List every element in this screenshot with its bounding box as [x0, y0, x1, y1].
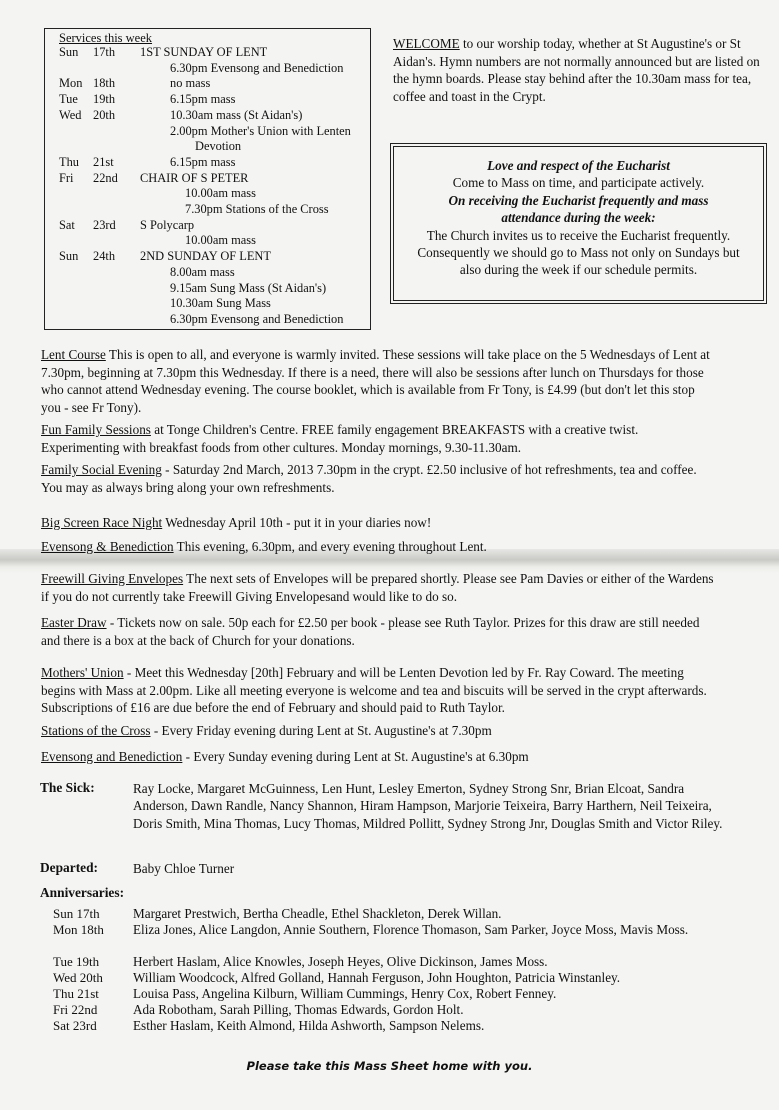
service-entry: no mass: [170, 76, 211, 91]
service-entry: 10.30am Sung Mass: [170, 296, 271, 311]
welcome-text: to our worship today, whether at St Augustine's or St Aidan's. Hymn numbers are not normally announced but are listed on the hymn boards. Please stay behind after the 10.30am mass for tea, coffee and toast in the Crypt.: [393, 36, 760, 104]
notice-family-social: [41, 461, 717, 496]
eucharist-subtitle: On receiving the Eucharist frequently and mass attendance during the week:: [448, 192, 709, 226]
service-day: Sun: [59, 249, 79, 264]
sick-names: Ray Locke, Margaret McGuinness, Len Hunt, Lesley Emerton, Sydney Strong Snr, Brian Elcoat, Sandra Anderson, Dawn Randle, Nancy Shannon, Hiram Hampson, Marjorie Teixeira, Barry Harthern, Neil Teixeira, Doris Smith, Mina Thomas, Lucy Thomas, Mildred Pollitt, Sydney Strong Jnr, Douglas Smith and Victor Riley.: [133, 781, 723, 831]
service-entry: 6.30pm Evensong and Benediction: [170, 60, 344, 75]
service-date: 20th: [93, 107, 116, 122]
service-day: Sat: [59, 217, 75, 232]
notice-text: This is open to all, and everyone is warmly invited. These sessions will take place on the 5 Wednesdays of Lent at 7.30pm, beginning at 7.30pm this Wednesday. If there is a need, there will also be sessions after lunch on Thursdays for those who cannot attend Wednesday evening. The course booklet, which is available from Fr Tony, is £4.99 (but don't let this stop you - see Fr Tony).: [41, 347, 710, 415]
notice-label: Evensong & Benediction: [41, 539, 174, 554]
notice-label: Family Social Evening: [41, 462, 162, 477]
service-entry: 10.30am mass (St Aidan's): [170, 107, 303, 122]
service-entry: 10.00am mass: [185, 233, 256, 248]
notice-evensong-lent: [41, 538, 717, 556]
anniversary-names: Ada Robotham, Sarah Pilling, Thomas Edwards, Gordon Holt.: [133, 1002, 464, 1017]
eucharist-line1: Come to Mass on time, and participate actively.: [452, 175, 705, 191]
welcome-paragraph: [393, 35, 765, 105]
service-entry: Devotion: [195, 139, 242, 154]
service-date: 23rd: [93, 217, 116, 232]
anniversary-names: Louisa Pass, Angelina Kilburn, William Cummings, Henry Cox, Robert Fenney.: [133, 986, 557, 1001]
anniversary-names: Margaret Prestwich, Bertha Cheadle, Ethel Shackleton, Derek Willan.: [133, 906, 502, 921]
service-day: Mon: [59, 76, 83, 91]
notice-text: - Every Sunday evening during Lent at St. Augustine's at 6.30pm: [182, 749, 529, 764]
notice-text: - Saturday 2nd March, 2013 7.30pm in the crypt. £2.50 inclusive of hot refreshments, tea and coffee. You may as always bring along your own refreshments.: [41, 462, 697, 495]
notice-text: Wednesday April 10th - put it in your diaries now!: [162, 515, 432, 530]
anniversary-day: Sat 23rd: [53, 1018, 97, 1033]
eucharist-title: Love and respect of the Eucharist: [487, 158, 670, 173]
notice-label: Lent Course: [41, 347, 106, 362]
service-day: Sun: [59, 45, 79, 59]
notice-easter-draw: [41, 614, 717, 649]
notice-evensong-sunday: [41, 748, 717, 766]
service-day: Fri: [59, 170, 74, 185]
notice-label: Easter Draw: [41, 615, 107, 630]
notice-fun-family: [41, 421, 717, 456]
services-box: [44, 28, 371, 330]
anniversaries-label: Anniversaries:: [40, 885, 125, 900]
anniversary-names: William Woodcock, Alfred Golland, Hannah Ferguson, John Houghton, Patricia Winstanley.: [133, 970, 621, 985]
departed-names: Baby Chloe Turner: [133, 861, 235, 876]
service-date: 17th: [93, 45, 116, 59]
service-date: 22nd: [93, 170, 118, 185]
service-date: 24th: [93, 249, 116, 264]
anniversary-names: Herbert Haslam, Alice Knowles, Joseph Heyes, Olive Dickinson, James Moss.: [133, 954, 548, 969]
notice-label: Mothers' Union: [41, 665, 124, 680]
notice-text: - Meet this Wednesday [20th] February and will be Lenten Devotion led by Fr. Ray Coward. The meeting begins with Mass at 2.00pm. Like all meeting everyone is welcome and tea and biscuits will be served in the crypt afterwards. Subscriptions of £16 are due before the end of February and should paid to Ruth Taylor.: [41, 665, 707, 716]
notice-text: - Every Friday evening during Lent at St. Augustine's at 7.30pm: [150, 723, 492, 738]
departed-label: Departed:: [40, 860, 99, 875]
service-entry: 1ST SUNDAY OF LENT: [140, 45, 268, 59]
anniversary-day: Mon 18th: [53, 922, 104, 937]
service-entry: 6.30pm Evensong and Benediction: [170, 311, 344, 326]
anniversary-day: Tue 19th: [53, 954, 100, 969]
anniversary-day: Thu 21st: [53, 986, 99, 1001]
service-entry: 8.00am mass: [170, 264, 235, 279]
notice-label: Freewill Giving Envelopes: [41, 571, 184, 586]
notice-mothers-union: [41, 664, 717, 717]
notice-text: The next sets of Envelopes will be prepared shortly. Please see Pam Davies or either of the Wardens if you do not currently take Freewill Giving Envelopesand would like to do so.: [41, 571, 714, 604]
service-date: 18th: [93, 76, 116, 91]
eucharist-box: [393, 146, 764, 301]
anniversary-names: Eliza Jones, Alice Langdon, Annie Southern, Florence Thomason, Sam Parker, Joyce Moss, Mavis Moss.: [133, 922, 689, 937]
sick-label: The Sick:: [40, 780, 95, 795]
anniversary-names: Esther Haslam, Keith Almond, Hilda Ashworth, Sampson Nelems.: [133, 1018, 485, 1033]
service-entry: 2ND SUNDAY OF LENT: [140, 249, 271, 264]
service-entry: CHAIR OF S PETER: [140, 170, 249, 185]
welcome-label: WELCOME: [393, 36, 460, 51]
notice-text: - Tickets now on sale. 50p each for £2.50 per book - please see Ruth Taylor. Prizes for this draw are still needed and there is a box at the back of Church for your donations.: [41, 615, 700, 648]
service-entry: 10.00am mass: [185, 186, 256, 201]
service-entry: S Polycarp: [140, 217, 195, 232]
notice-label: Stations of the Cross: [41, 723, 151, 738]
notice-label: Fun Family Sessions: [41, 422, 151, 437]
eucharist-body: The Church invites us to receive the Eucharist frequently. Consequently we should go to Mass not only on Sundays but also during the week if our schedule permits.: [417, 227, 740, 278]
notice-race-night: [41, 514, 717, 532]
anniversary-day: Wed 20th: [53, 970, 103, 985]
service-entry: 6.15pm mass: [170, 92, 236, 107]
notice-text: This evening, 6.30pm, and every evening throughout Lent.: [173, 539, 487, 554]
footer-note: Please take this Mass Sheet home with you.: [246, 1059, 533, 1073]
service-entry: 9.15am Sung Mass (St Aidan's): [170, 280, 327, 295]
service-day: Tue: [59, 92, 78, 107]
notice-label: Big Screen Race Night: [41, 515, 163, 530]
notice-text: at Tonge Children's Centre. FREE family engagement BREAKFASTS with a creative twist. Experimenting with breakfast foods from other cultures. Monday mornings, 9.30-11.30am.: [41, 422, 639, 455]
anniversary-day: Fri 22nd: [53, 1002, 98, 1017]
notice-lent-course: [41, 346, 717, 416]
service-date: 19th: [93, 92, 116, 107]
notice-stations: [41, 722, 717, 740]
service-entry: 7.30pm Stations of the Cross: [185, 202, 329, 216]
service-entry: 2.00pm Mother's Union with Lenten: [170, 123, 351, 138]
services-heading: Services this week: [59, 31, 153, 45]
service-day: Thu: [59, 154, 79, 169]
notice-label: Evensong and Benediction: [41, 749, 183, 764]
anniversary-day: Sun 17th: [53, 906, 100, 921]
notice-freewill: [41, 570, 717, 605]
service-entry: 6.15pm mass: [170, 154, 236, 169]
service-date: 21st: [93, 154, 114, 169]
service-day: Wed: [59, 107, 82, 122]
